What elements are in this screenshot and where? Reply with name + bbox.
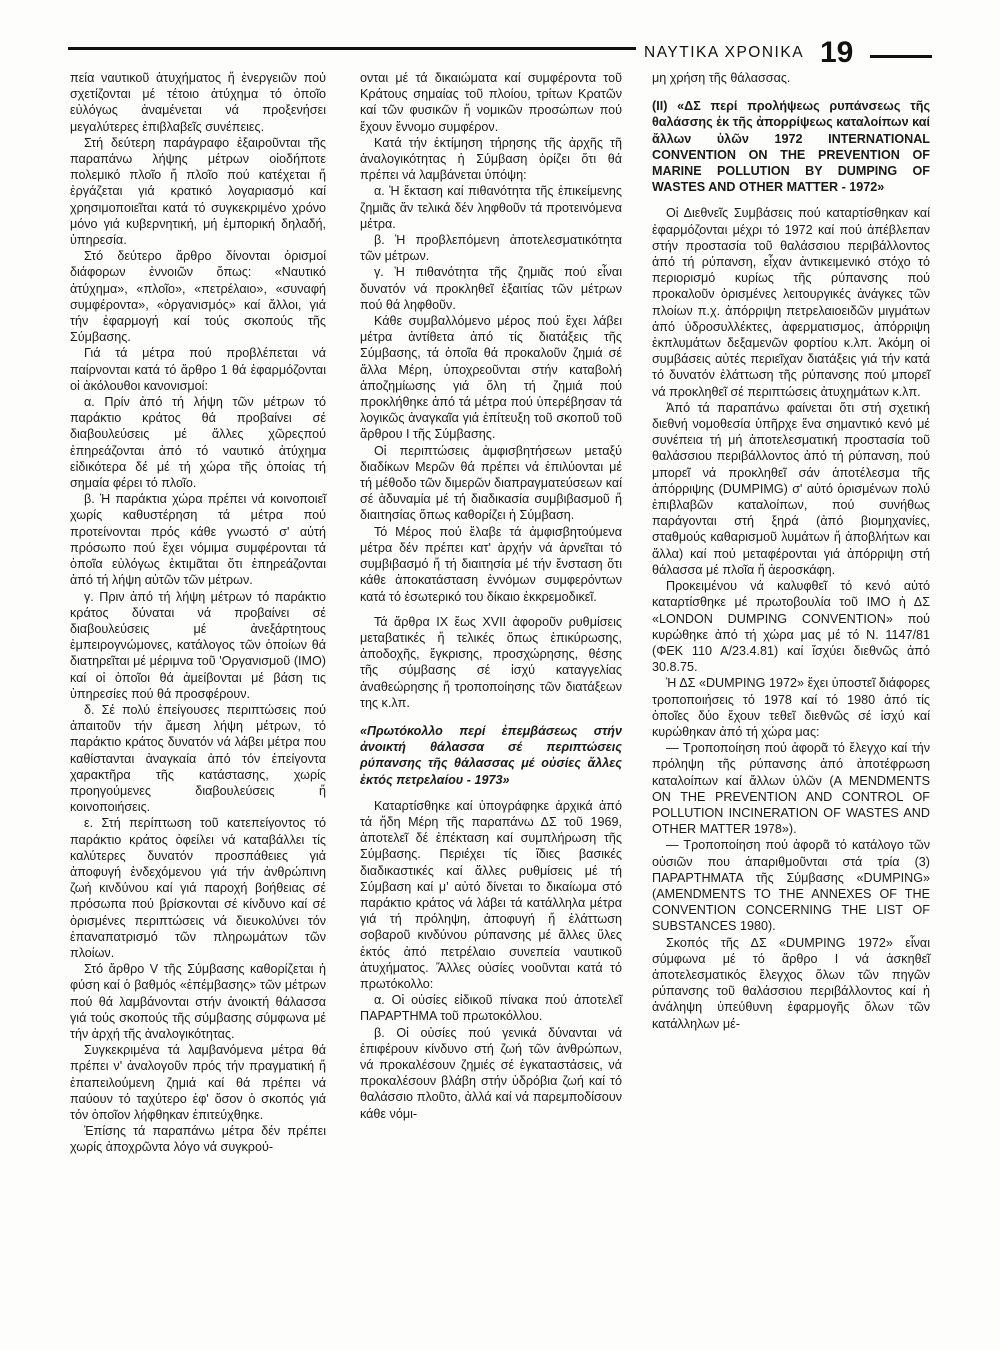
paragraph: Κατά τήν ἐκτίμηση τήρησης τῆς ἀρχῆς τῆ ἀναλογικότητας ἡ Σύμβαση ὁρίζει ὅτι θά πρέπει νά λαμβάνεται ὑπόψη: — [360, 135, 622, 183]
paragraph: Οἱ Διεθνεῖς Συμβάσεις πού καταρτίσθηκαν καί ἐφαρμόζονται μέχρι τό 1972 καί πού ἀπέβλεπαν στήν προστασία τοῦ θαλάσσιου περιβάλλοντος ἀπό τή ρύπανση, εἶχαν ἀντικειμενικό στόχο τό περιορισμό κυρίως τῆς ρύπανσης πού προκαλοῦν ὁρισμένες λειτουργικές ἀνάγκες τῶν πλοίων π.χ. ἀπόρριψη πετρελαιοειδῶν μιγμάτων ἀπό ὑδροσυλλέκτες, ἀφερματισμος, ἀπόρριψη ἐκπλυμάτων δεξαμενῶν φορτίου κ.λπ. Ἀκόμη οἱ συμβάσεις αὐτές περιεῖχαν διατάξεις γιά τήν κατά τό δυνατόν ἐλάττωση τῆς ρύπανσης πού μπορεῖ νά προκληθεῖ σέ περιπτώσεις ἀτυχημάτων κ.λπ. — [652, 206, 930, 399]
paragraph: Στό ἄρθρο V τῆς Σύμβασης καθορίζεται ἡ φύση καί ὁ βαθμός «ἐπέμβασης» τῶν μέτρων πού θά λαμβάνονται στήν ἀνοικτή θάλασσα γιά τούς σκοπούς τῆς σύμβασης σύμφωνα μέ τήν ἀρχή τῆς ἀναλογικότητας. — [70, 962, 326, 1041]
paragraph: α. Οἱ οὐσίες εἰδικοῦ πίνακα πού ἀποτελεῖ ΠΑΡΑΡΤΗΜΑ τοῦ πρωτοκόλλου. — [360, 993, 622, 1024]
paragraph: Καταρτίσθηκε καί ὑπογράφηκε ἀρχικά ἀπό τά ἤδη Μέρη τῆς παραπάνω ΔΣ τοῦ 1969, ἀποτελεῖ δέ ἐπέκταση καί συμπλήρωση τῆς Σύμβασης. Περιέχει τίς ἴδιες βασικές διαδικαστικές καί ἄλλες ρυθμίσεις μέ τή Σύμβαση καί μ' αὐτό δίνεται το δικαίωμα στό παράκτιο κράτος νά λάβει τά κατάλληλα μέτρα γιά τή πρόληψη, ἀποφυγή ἤ ἐλάττωση σοβαροῦ κινδύνου ρύπανσης μέ ἄλλες ὕλες ἐκτός ἀπό πετρέλαιο συνεπεία ναυτικοῦ ἀτυχήματος. Ἄλλες οὐσίες νοοῦνται κατά τό πρωτόκολλο: — [360, 798, 622, 991]
paragraph: Γιά τά μέτρα πού προβλέπεται νά παίρνονται κατά τό ἄρθρο 1 θά ἐφαρμόζονται οἱ ἀκόλουθοι κανονισμοί: — [70, 346, 326, 393]
paragraph: Ἡ ΔΣ «DUMPING 1972» ἔχει ὑποστεῖ διάφορες τροποποιήσεις τό 1978 καί τό 1980 ἀπό τίς ὁποῖες δύο ἔχουν τεθεῖ διεθνῶς σέ ἰσχύ καί κυρώθηκαν ἀπό τή χώρα μας: — [652, 676, 930, 739]
paragraph: Στό δεύτερο ἄρθρο δίνονται ὁρισμοί διάφορων ἐννοιῶν ὅπως: «Ναυτικό ἀτύχημα», «πλοῖο», «πετρέλαιο», «συναφή συμφέροντα», «ὀργανισμός» καί ἄλλοι, γιά τήν ἐφαρμογή καί τούς σκοπούς τῆς Σύμβασης. — [70, 249, 326, 345]
section-heading-dumping-convention: (ΙΙ) «ΔΣ περί προλήψεως ρυπάνσεως τῆς θαλάσσης ἐκ τῆς ἀπορρίψεως καταλοίπων καί ἄλλων ὑλῶν 1972 INTERNATIONAL CONVENTION ON THE PREVENTION OF MARINE POLLUTION BY DUMPING OF WASTES AND OTHER MATTER - 1972» — [652, 99, 930, 195]
paragraph: Οἱ περιπτώσεις ἀμφισβητήσεων μεταξύ διαδίκων Μερῶν θά πρέπει νά ἐπιλύονται μέ τή μέθοδο τῶν διμερῶν διαπραγματεύσεων καί σέ ἀδυναμία μέ τή διαδικασία συμβιβασμοῦ ἤ διαιτησίας ὅπως καθορίζει ἡ Σύμβαση. — [360, 443, 622, 523]
paragraph: Ἐπίσης τά παραπάνω μέτρα δέν πρέπει χωρίς ἀποχρῶντα λόγο νά συγκρού- — [70, 1124, 326, 1155]
page-number: 19 — [820, 36, 854, 69]
paragraph: α. Πρίν ἀπό τή λήψη τῶν μέτρων τό παράκτιο κράτος θά προβαίνει σέ διαβουλεύσεις μέ ἄλλες χῶρεςπού ἐπηρεάζονται ἀπό τό ναυτικό ἀτύχημα εἰδικότερα δέ μέ τή χώρα τῆς ὁποίας τή σημαία φέρει τό πλοῖο. — [70, 395, 326, 491]
section-heading-protocol: «Πρωτόκολλο περί ἐπεμβάσεως στήν ἀνοικτή θάλασσα σέ περιπτώσεις ρύπανσης τῆς θάλασσας μέ οὐσίες ἄλλες ἐκτός πετρελαίου - 1973» — [360, 723, 622, 787]
column-right — [652, 70, 930, 1032]
paragraph: δ. Σέ πολύ ἐπείγουσες περιπτώσεις πού ἀπαιτοῦν τήν ἄμεση λήψη μέτρων, τό παράκτιο κράτος δυνατόν νά λάβει μέτρα που καθίστανται ἀναγκαία ἀπό τόν ἐπείγοντα χαρακτῆρα τῆς κατάστασης, χωρίς προηγούμενες διαβουλεύσεις ἤ κοινοποιήσεις. — [70, 702, 326, 815]
paragraph: μη χρήση τῆς θάλασσας. — [652, 71, 791, 85]
paragraph: Στή δεύτερη παράγραφο ἐξαιροῦνται τῆς παραπάνω λήψης μέτρων οἱοδήποτε πολεμικό πλοῖο ἤ πλοῖο πού κατέχεται ἤ ἐργάζεται γιά κρατικό λογαριασμό καί χρησιμοποιεῖται κατά τό συγκεκριμένο χρόνο μόνο γιά κυβερνητική, μή ἐμπορική δηλαδή, ὑπηρεσία. — [70, 135, 326, 248]
paragraph: α. Ἡ ἔκταση καί πιθανότητα τῆς ἐπικείμενης ζημιᾶς ἄν τελικά δέν ληφθοῦν τά προτεινόμενα μέτρα. — [360, 184, 622, 231]
masthead-title: ΝΑΥΤΙΚΑ ΧΡΟΝΙΚΑ — [644, 44, 805, 61]
paragraph: β. Οἱ οὐσίες πού γενικά δύνανται νά ἐπιφέρουν κίνδυνο στή ζωή τῶν ἀνθρώπων, νά προκαλέσουν ζημιές σέ ἐγκαταστάσεις, νά προκαλέσουν βλάβη στήν ὑδρόβια ζωή καί τό θαλάσσιο πλοῦτο, ἀλλά καί νά παρεμποδίσουν κάθε νόμι- — [360, 1025, 622, 1121]
column-left — [70, 70, 326, 1156]
paragraph: Ἀπό τά παραπάνω φαίνεται ὅτι στή σχετική διεθνή νομοθεσία ὑπῆρχε ἕνα σημαντικό κενό μέ συνέπεια τή μή ἀποτελεσματική προστασία τοῦ θαλάσσιου περιβάλλοντος ἀπό τή ρύπανση, πού μπορεῖ νά προκληθεῖ σάν ἀποτέλεσμα τῆς ἀπόρριψης (DUMPIMG) σ' αὐτό ὁρισμένων πολύ ἐπιβλαβῶν καταλοίπων, πού συνήθως παράγονται στή ξηρά (ἀπό βιομηχανίες, σταθμούς καθαρισμοῦ λυμάτων ἤ ἀποβλήτων και ἄλλα) καί πού μεταφέρονται γιά ἀπόρριψη στή θάλασσα μέ πλοῖα ἤ ἀεροσκάφη. — [652, 400, 930, 577]
paragraph: Τό Μέρος πού ἔλαβε τά ἀμφισβητούμενα μέτρα δέν πρέπει κατ' ἀρχήν νά ἀρνεῖται τό συμβιβασμό ἤ τή διαιτησία μέ τήν ἔνσταση ὅτι κάθε ἀποκατάσταση ἐννόμων συμφερόντων κατά τό ἐσωτερικό του δίκαιο ἐκκρεμοδικεῖ. — [360, 524, 622, 604]
paragraph: Τά ἄρθρα ΙΧ ἕως XVII ἀφοροῦν ρυθμίσεις μεταβατικές ἤ τελικές ὅπως ἐπικύρωσης, ἀποδοχῆς, ἔγκρισης, προσχώρησης, θέσης τῆς σύμβασης σέ ἰσχύ καταγγελίας ἀναθεώρησης ἤ τροποποίησης τῶν διατάξεων της κ.λπ. — [360, 614, 622, 710]
column-middle — [360, 70, 622, 1122]
paragraph: — Τροποποίηση πού ἀφορᾶ τό κατάλογο τῶν οὐσιῶν που ἀπαριθμοῦνται στά τρία (3) ΠΑΡΑΡΤΗΜΑΤΑ τῆς Σύμβασης «DUMPING» (AMENDMENTS TO THE ANNEXES OF THE CONVENTION CONCERNING THE LIST OF SUBSTANCES 1980). — [652, 838, 930, 934]
paragraph: β. Ἡ προβλεπόμενη ἀποτελεσματικότητα τῶν μέτρων. — [360, 233, 622, 264]
paragraph: β. Ἡ παράκτια χώρα πρέπει νά κοινοποιεῖ χωρίς καθυστέρηση τά μέτρα πού προτείνονται πρός κάθε γνωστό σ' αὐτή πρόσωπο πού ἔχει νόμιμα συμφέρονται τά ὁποῖα εὐλόγως ἐκτιμᾶται ὅτι ἐπηρεάζονται ἀπό τή λήψη αὐτῶν τῶν μέτρων. — [70, 492, 326, 588]
paragraph: γ. Πριν ἀπό τή λήψη μέτρων τό παράκτιο κράτος δύναται νά προβαίνει σέ διαβουλεύσεις μέ ἀνεξάρτητους ἐμπειρογνώμονες, κατάλογος τῶν ὁποίων θά διατηρεῖται μέ μέριμνα τοῦ 'Οργανισμοῦ (ΙΜΟ) καί οἱ ὁποῖοι θά ἀμείβονται μέ βάση τις ὑπηρεσίες πού θά προσφέρουν. — [70, 589, 326, 701]
header-rule-right — [870, 55, 932, 58]
paragraph: Προκειμένου νά καλυφθεῖ τό κενό αὐτό καταρτίσθηκε μέ πρωτοβουλία τοῦ ΙΜΟ ἡ ΔΣ «LONDON DUMPING CONVENTION» πού κυρώθηκε ἀπό τή χώρα μας μέ τό Ν. 1147/81 (ΦΕΚ 110 Α/23.4.81) καί ἴσχύει διεθνῶς ἀπό 30.8.75. — [652, 579, 930, 675]
paragraph: ε. Στή περίπτωση τοῦ κατεπείγοντος τό παράκτιο κράτος ὀφείλει νά καταβάλλει τίς καλύτερες δυνατόν προσπάθειες γιά ἀποφυγή ἐνδεχόμενου γιά τήν ἀνθρώπινη ζωή κινδύνου καί γιά παροχή βοήθειας σέ πρόσωπα πού βρίσκονται σέ κίνδυνο καί σέ ὁρισμένες περιπτώσεις νά διευκολύνει τόν ἐπαναπατρισμό τῶν πληρωμάτων τῶν πλοίων. — [70, 816, 326, 960]
paragraph: Σκοπός τῆς ΔΣ «DUMPING 1972» εἶναι σύμφωνα μέ τό ἄρθρο Ι νά ἀσκηθεῖ ἀποτελεσματικός ἔλεγχος ὅλων τῶν πηγῶν ρύπανσης τοῦ θαλάσσιου περιβάλλοντος καί ἡ ἀνάληψη ὑπεύθυνη ἐφαρμογῆς ὅλων τῶν κατάλληλων μέ- — [652, 935, 930, 1031]
paragraph: ονται μέ τά δικαιώματα καί συμφέροντα τοῦ Κράτους σημαίας τοῦ πλοίου, τρίτων Κρατῶν καί τῶν φυσικῶν ἤ νομικῶν προσώπων πού ἔχουν ἔννομο συμφέρον. — [360, 71, 622, 134]
paragraph: — Τροποποίηση πού ἀφορᾶ τό ἔλεγχο καί τήν πρόληψη τῆς ρύπανσης ἀπό ἀποτέφρωση καταλοίπων καί ἄλλων ὑλῶν (A MENDMENTS ON THE PREVENTION AND CONTROL OF POLLUTION INCINERATION OF WASTES AND OTHER MATTER 1978»). — [652, 741, 930, 837]
paragraph: γ. Ἡ πιθανότητα τῆς ζημιᾶς πού εἶναι δυνατόν νά προκληθεῖ ἐξαιτίας τῶν μέτρων πού θά ληφθοῦν. — [360, 265, 622, 312]
paragraph: Κάθε συμβαλλόμενο μέρος πού ἔχει λάβει μέτρα ἀντίθετα ἀπό τίς διατάξεις τῆς Σύμβασης, τά ὁποῖα θά προκαλοῦν ζημιά σέ ἄλλα Μέρη, ὑποχρεοῦνται στήν καταβολή ἀποζημίωσης γιά ὅλη τή ζημιά πού προκλήθηκε ἀπό τά μέτρα πού ὑπερέβησαν τά λογικῶς ἀναγκαῖα γιά ἐπίτευξη τοῦ σκοποῦ τοῦ ἄρθρου Ι τῆς Σύμβασης. — [360, 314, 622, 442]
paragraph: Συγκεκριμένα τά λαμβανόμενα μέτρα θά πρέπει ν' ἀναλογοῦν πρός τήν πραγματική ἤ ἐπαπειλούμενη ζημιά καί θά πρέπει νά παύουν τό ταχύτερο ἐφ' ὅσον ὁ σκοπός γιά τόν ὁποῖον λήφθηκαν ἐπιτεύχθηκε. — [70, 1043, 326, 1122]
paragraph: πεία ναυτικοῦ ἀτυχήματος ἤ ἐνεργειῶν ποὐ σχετίζονται μέ τέτοιο ἀτύχημα τό ὁποῖο εὐλόγως ἀναμένεται νά προξενήσει μεγαλύτερες ἐπιβλαβεῖς συνέπειες. — [70, 71, 326, 134]
header-rule-left — [68, 47, 636, 50]
